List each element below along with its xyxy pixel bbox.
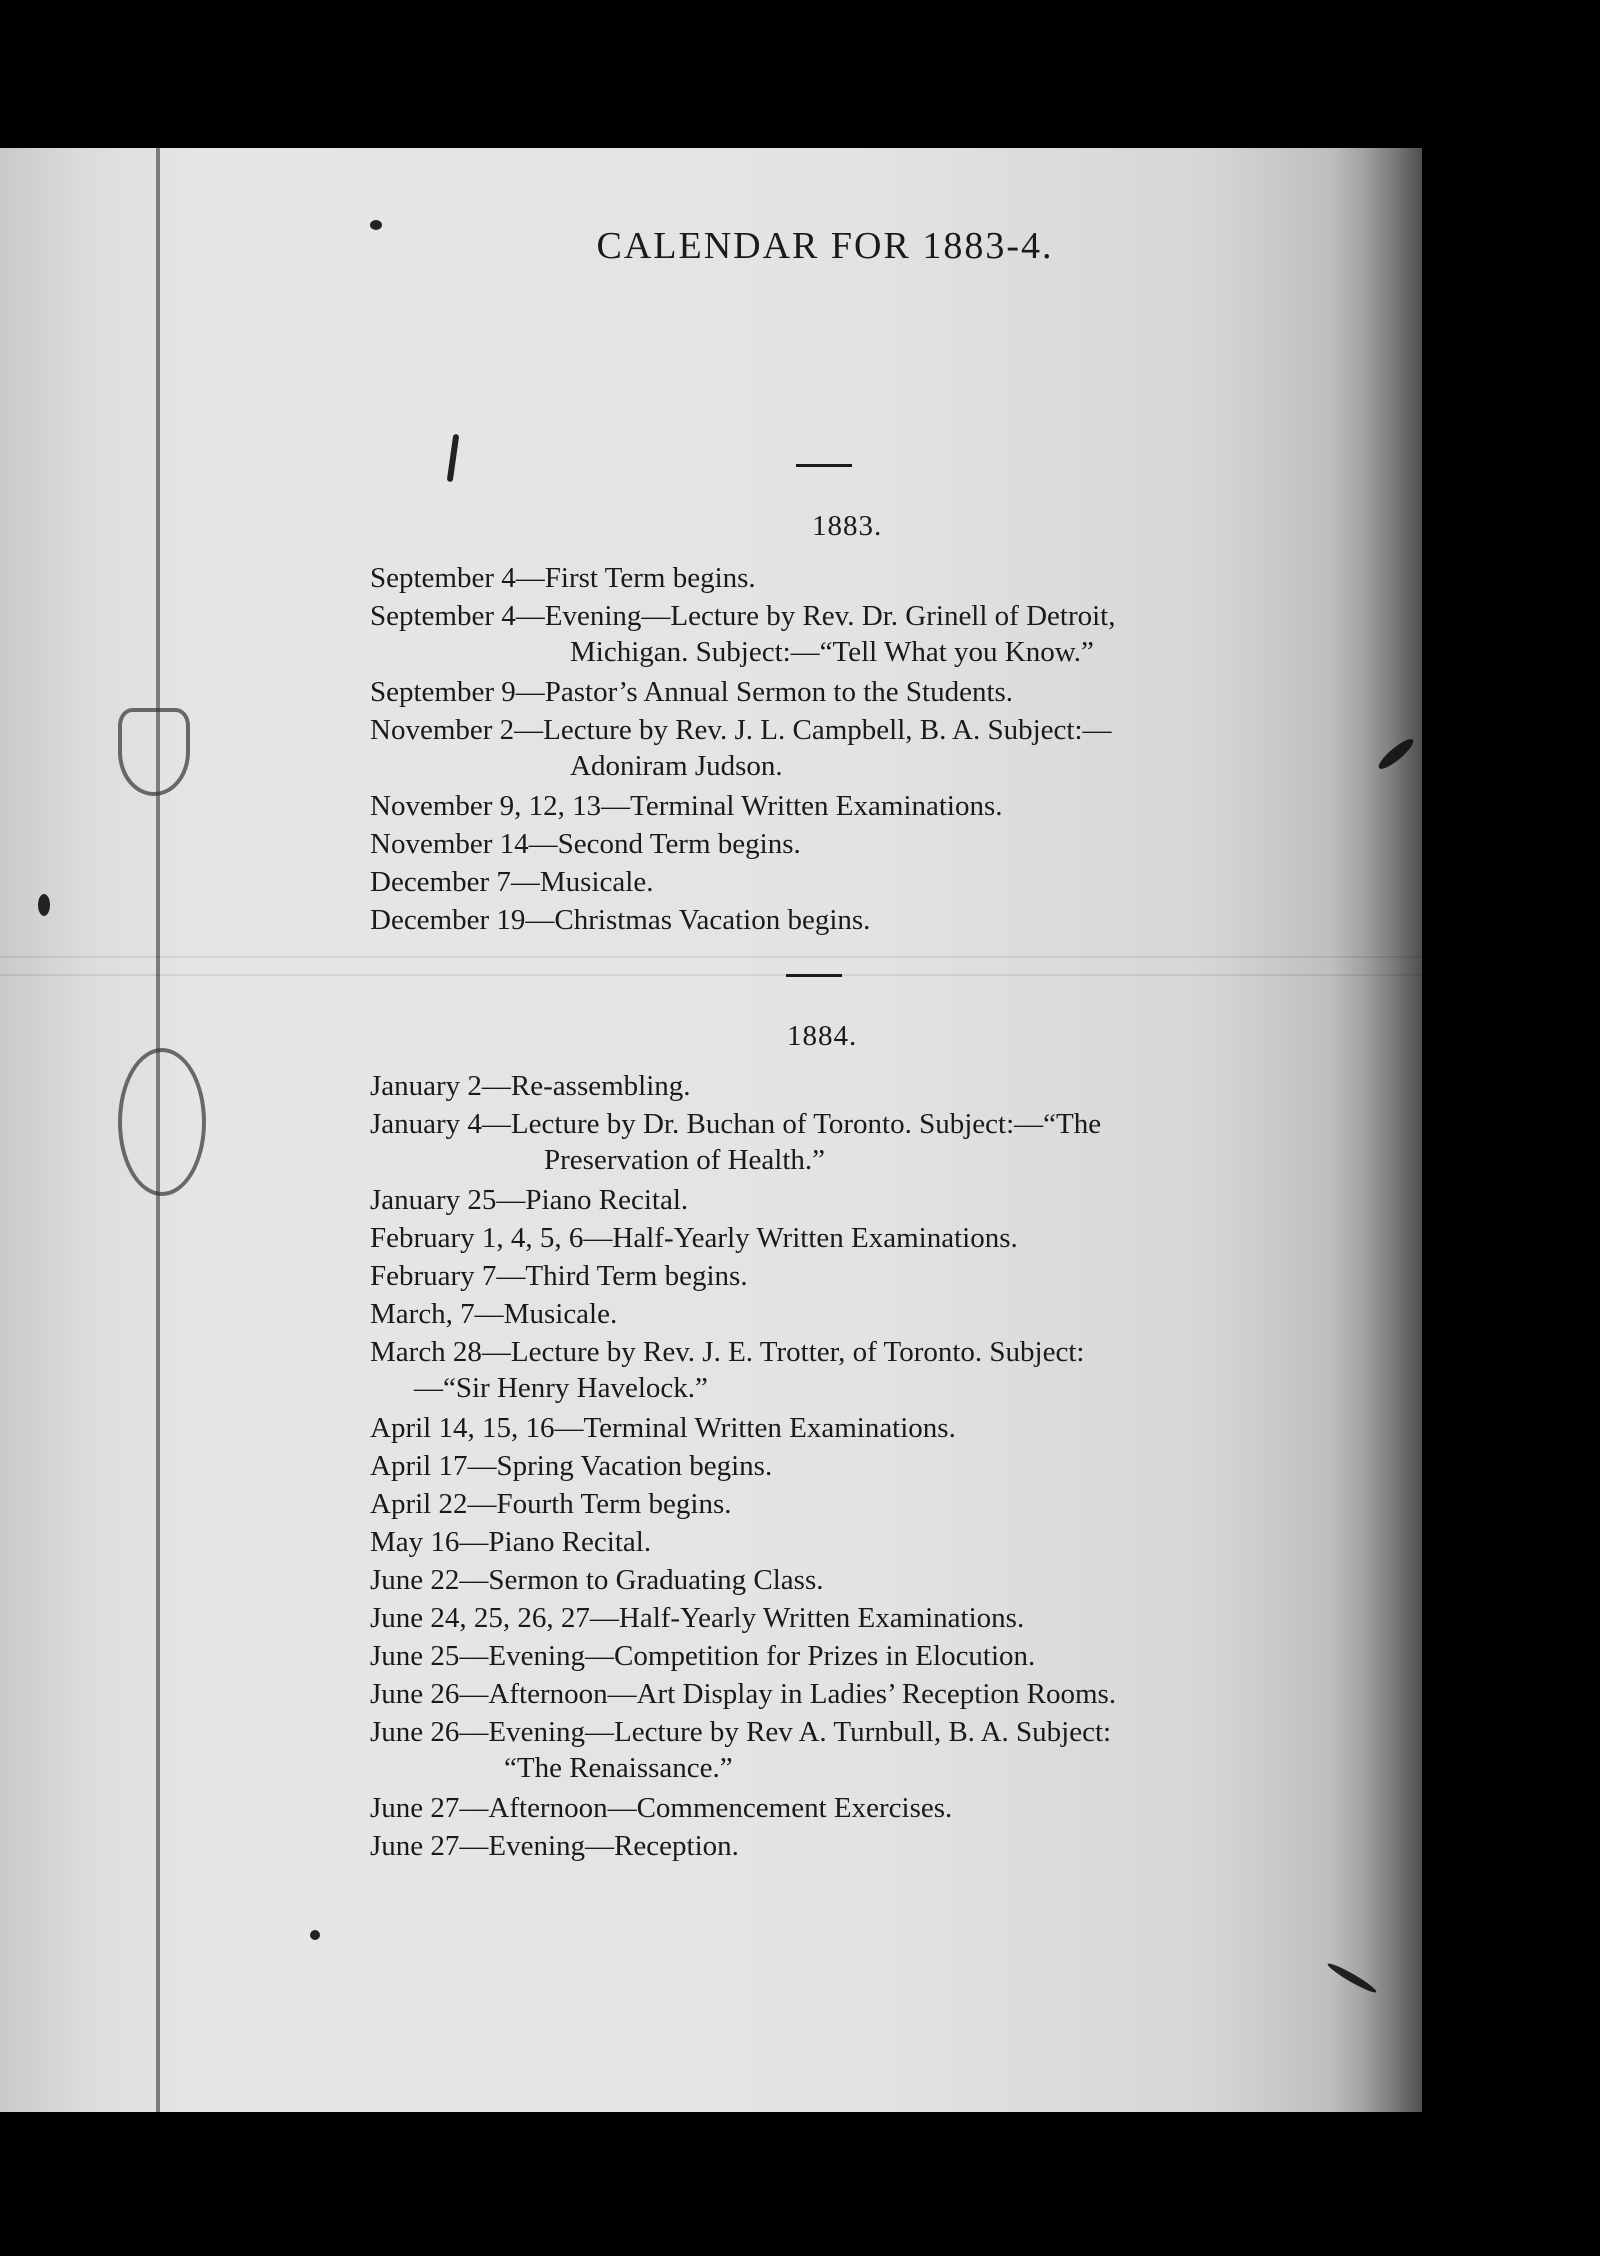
entry-line: January 2—Re-assembling.	[370, 1070, 691, 1102]
calendar-entry	[370, 560, 756, 596]
calendar-entry	[370, 712, 1112, 784]
calendar-entry	[370, 864, 653, 900]
fold-line	[0, 956, 1422, 958]
entry-line: April 14, 15, 16—Terminal Written Examinations.	[370, 1412, 956, 1444]
entry-line: November 2—Lecture by Rev. J. L. Campbell, B. A. Subject:—	[370, 714, 1112, 746]
entry-line: March, 7—Musicale.	[370, 1298, 618, 1330]
section-year: 1883.	[812, 510, 883, 542]
calendar-entry	[370, 1334, 1084, 1406]
entry-line: September 4—Evening—Lecture by Rev. Dr. Grinell of Detroit,	[370, 600, 1116, 632]
entry-line: April 17—Spring Vacation begins.	[370, 1450, 773, 1482]
calendar-entry	[370, 674, 1013, 710]
binding-stain	[118, 708, 190, 796]
speck	[38, 894, 50, 916]
section-year: 1884.	[787, 1020, 858, 1052]
section-rule	[796, 464, 852, 467]
calendar-entry	[370, 1790, 952, 1826]
calendar-entry	[370, 1296, 617, 1332]
entry-line: January 4—Lecture by Dr. Buchan of Toronto. Subject:—“The	[370, 1108, 1102, 1140]
entry-line: June 24, 25, 26, 27—Half-Yearly Written Examinations.	[370, 1602, 1025, 1634]
entry-line: April 22—Fourth Term begins.	[370, 1488, 732, 1520]
entry-line: June 27—Evening—Reception.	[370, 1830, 739, 1862]
calendar-entry	[370, 1676, 1116, 1712]
section-rule	[786, 974, 842, 977]
entry-continuation: Michigan. Subject:—“Tell What you Know.”	[570, 636, 1094, 668]
page-edge-shadow	[1332, 148, 1422, 2112]
entry-line: June 22—Sermon to Graduating Class.	[370, 1564, 824, 1596]
calendar-entry	[370, 1714, 1111, 1786]
entry-line: February 7—Third Term begins.	[370, 1260, 748, 1292]
calendar-entry	[370, 1638, 1035, 1674]
entry-line: June 27—Afternoon—Commencement Exercises.	[370, 1792, 953, 1824]
calendar-entry	[370, 826, 801, 862]
binding-stain	[118, 1048, 206, 1196]
entry-line: December 19—Christmas Vacation begins.	[370, 904, 871, 936]
calendar-entry	[370, 788, 1003, 824]
speck	[310, 1930, 320, 1940]
entry-line: February 1, 4, 5, 6—Half-Yearly Written Examinations.	[370, 1222, 1018, 1254]
calendar-entry	[370, 902, 870, 938]
entry-line: March 28—Lecture by Rev. J. E. Trotter, of Toronto. Subject:	[370, 1336, 1085, 1368]
entry-line: November 14—Second Term begins.	[370, 828, 801, 860]
calendar-entry	[370, 1448, 772, 1484]
entry-line: June 26—Afternoon—Art Display in Ladies’ Reception Rooms.	[370, 1678, 1117, 1710]
entry-line: May 16—Piano Recital.	[370, 1526, 652, 1558]
calendar-entry	[370, 1410, 956, 1446]
calendar-entry	[370, 1220, 1018, 1256]
calendar-entry	[370, 1828, 739, 1864]
entry-continuation: Adoniram Judson.	[570, 750, 783, 782]
fold-line	[0, 974, 1422, 976]
calendar-entry	[370, 598, 1115, 670]
entry-line: November 9, 12, 13—Terminal Written Examinations.	[370, 790, 1003, 822]
entry-line: June 26—Evening—Lecture by Rev A. Turnbull, B. A. Subject:	[370, 1716, 1112, 1748]
entry-line: September 9—Pastor’s Annual Sermon to the Students.	[370, 676, 1014, 708]
calendar-entry	[370, 1182, 688, 1218]
calendar-entry	[370, 1486, 732, 1522]
entry-line: June 25—Evening—Competition for Prizes in Elocution.	[370, 1640, 1036, 1672]
page-title: CALENDAR FOR 1883-4.	[596, 225, 1054, 267]
calendar-entry	[370, 1524, 651, 1560]
entry-line: September 4—First Term begins.	[370, 562, 756, 594]
speck	[447, 434, 460, 482]
calendar-entry	[370, 1258, 748, 1294]
calendar-entry	[370, 1562, 823, 1598]
entry-line: December 7—Musicale.	[370, 866, 654, 898]
entry-continuation: Preservation of Health.”	[544, 1144, 826, 1176]
calendar-entry	[370, 1106, 1101, 1178]
calendar-entry	[370, 1600, 1024, 1636]
calendar-entry	[370, 1068, 691, 1104]
entry-line: January 25—Piano Recital.	[370, 1184, 689, 1216]
entry-continuation: —“Sir Henry Havelock.”	[414, 1372, 708, 1404]
entry-continuation: “The Renaissance.”	[504, 1752, 733, 1784]
